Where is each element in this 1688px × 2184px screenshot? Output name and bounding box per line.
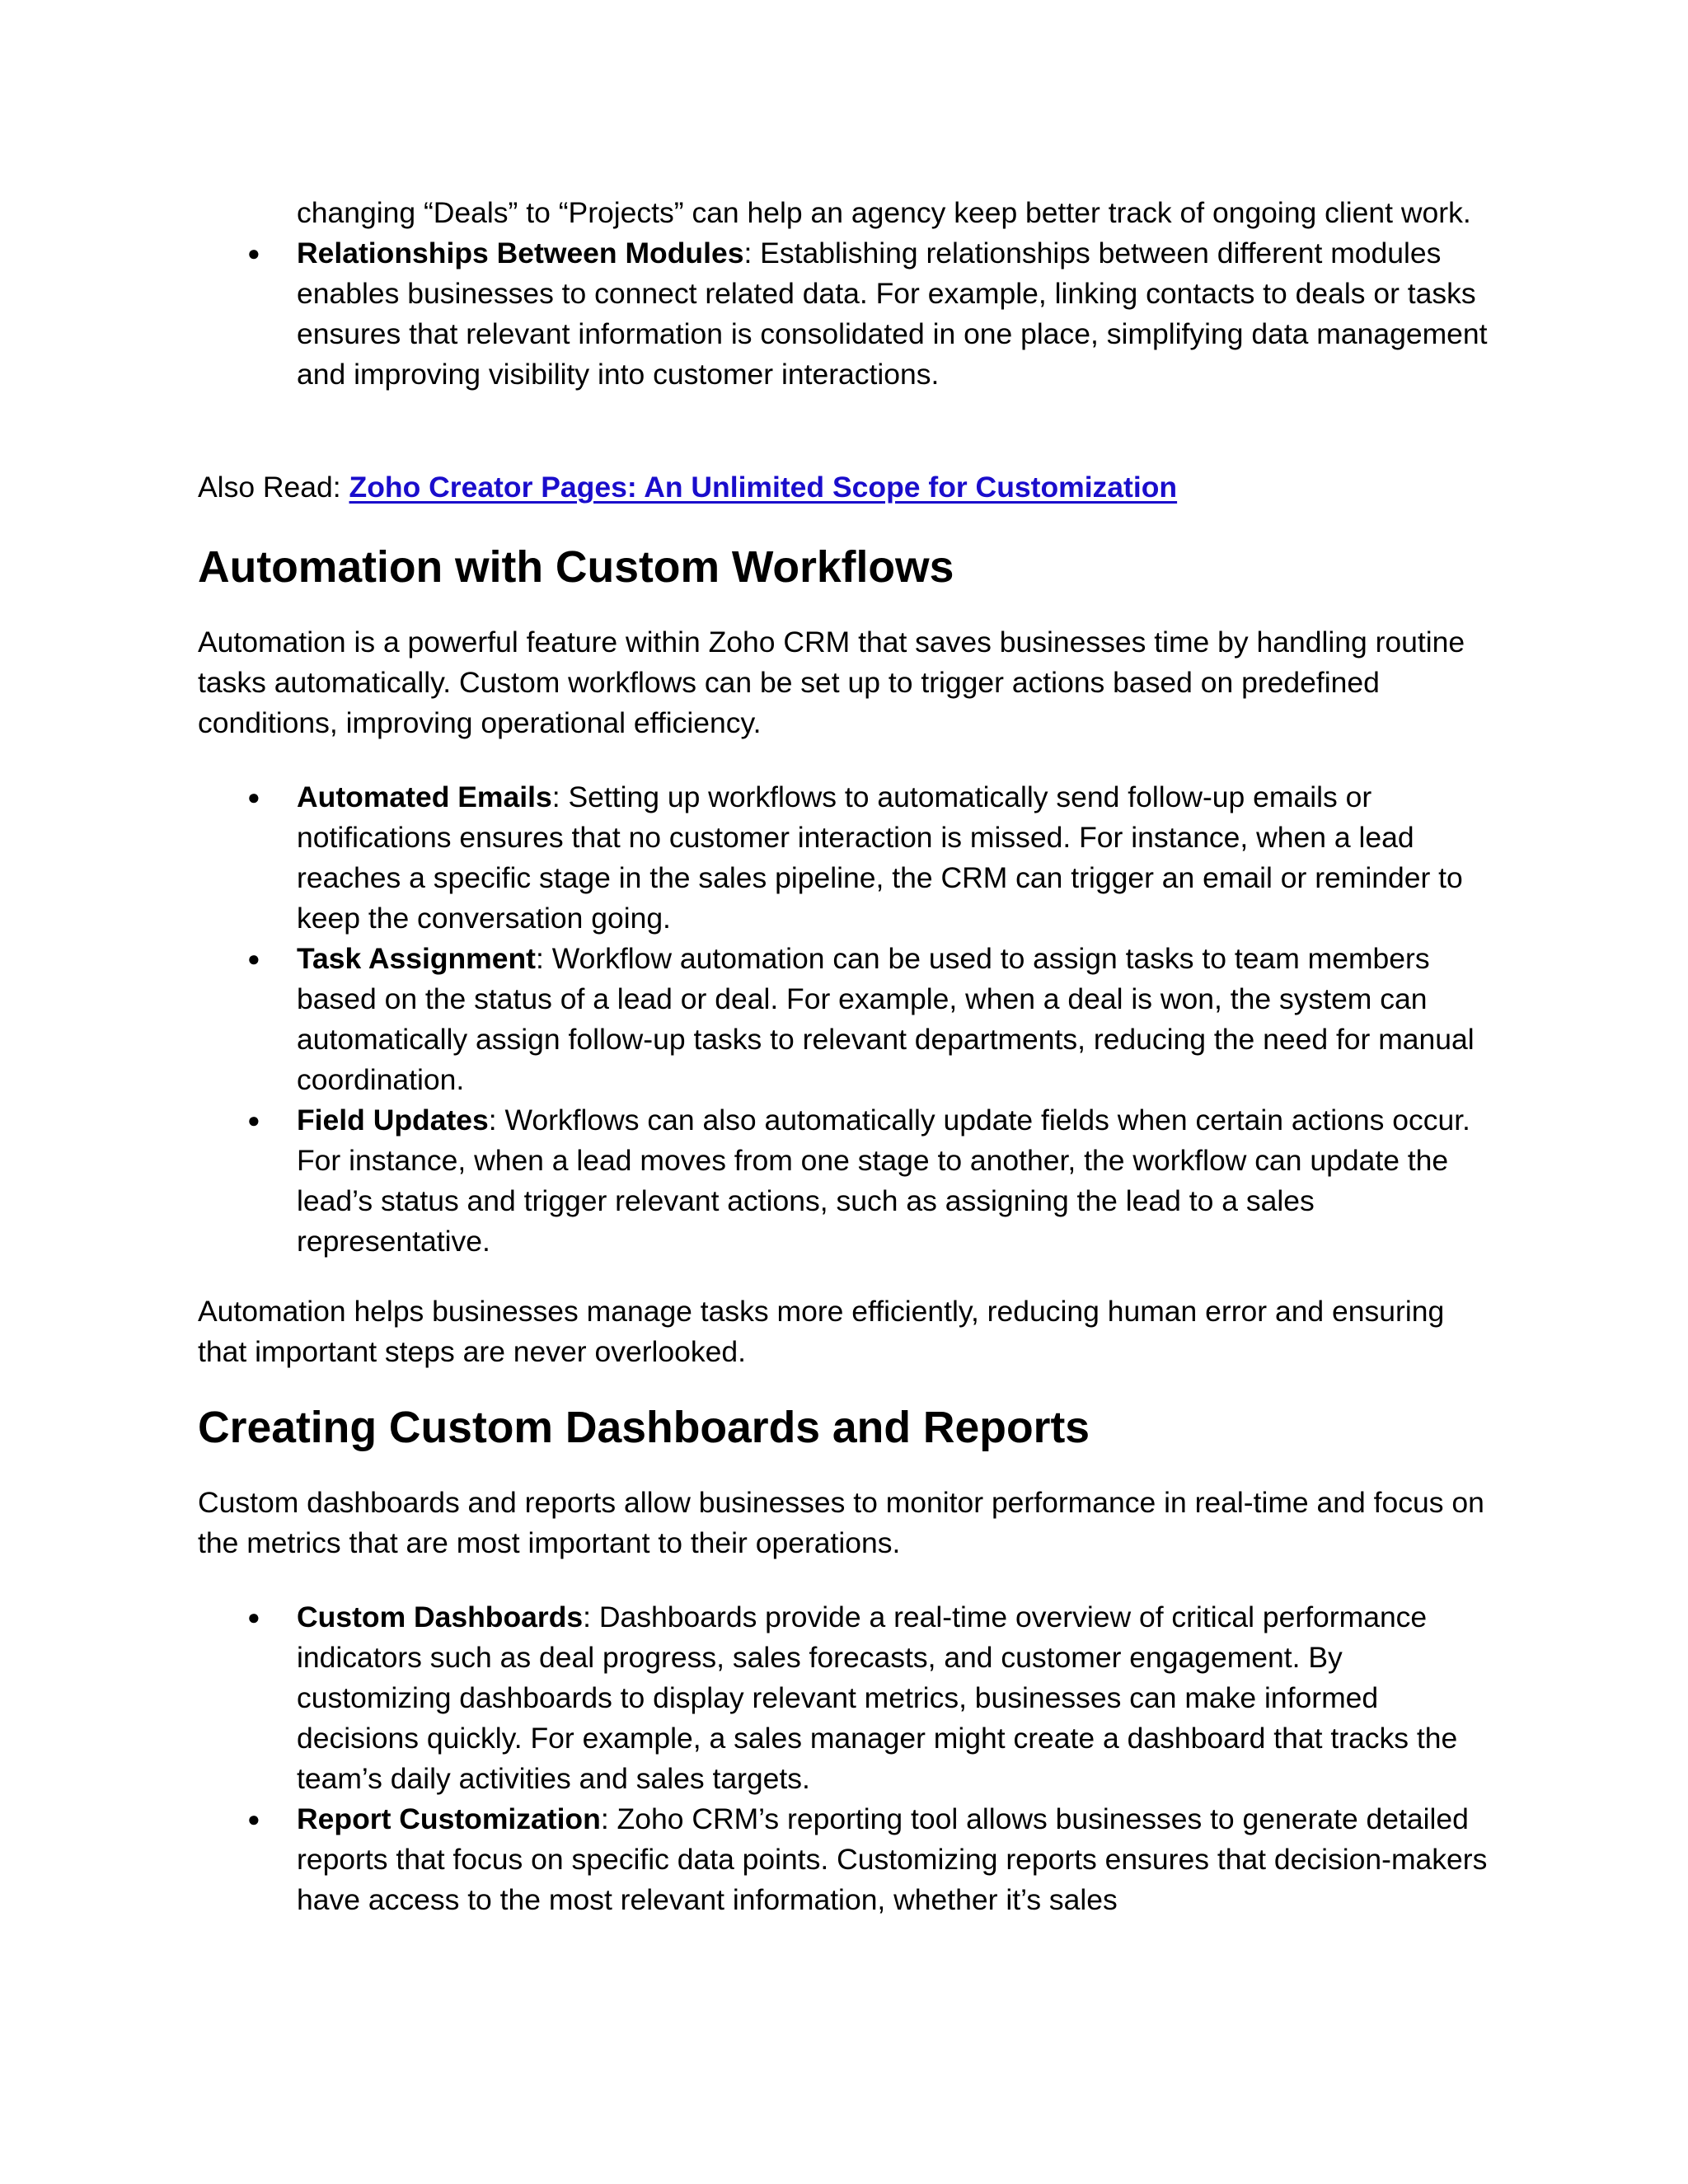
also-read [198,467,1500,508]
section-dashboards-list [198,1597,1500,1920]
section-automation-outro [198,1291,1500,1372]
list-item-text: : Setting up workflows to automatically send follow-up emails or notifications ensures that no customer interaction is missed. For instance, when a lead reaches a specific stage in the sales pipeline, the CRM can trigger an email or reminder to keep the conversation going. [297,780,1463,935]
list-item-term: Task Assignment [297,942,536,975]
paragraph: Custom dashboards and reports allow businesses to monitor performance in real-time and focus on the metrics that are most important to their operations. [198,1486,1484,1559]
paragraph: Automation is a powerful feature within Zoho CRM that saves businesses time by handling routine tasks automatically. Custom workflows can be set up to trigger actions based on predefined conditions, improving operational efficiency. [198,626,1465,739]
bullet-icon: ● [247,1807,260,1831]
bullet-icon: ● [247,1605,260,1629]
list-item [198,939,1500,1100]
section-heading: Automation with Custom Workflows [198,543,954,592]
bullet-list [198,1597,1500,1920]
bullet-icon: ● [247,241,260,265]
list-item-term: Relationships Between Modules [297,237,744,269]
list-item [198,1799,1500,1920]
also-read-label: Also Read: [198,471,349,504]
section-dashboards [198,1401,1500,1455]
bullet-icon: ● [247,1108,260,1132]
list-item-term: Custom Dashboards [297,1601,584,1633]
list-item-text: : Zoho CRM’s reporting tool allows businesses to generate detailed reports that focus on specific data points. Customizing reports ensures that decision-makers have access to the most relevant information, whether it’s sales [297,1802,1488,1916]
section-automation [198,541,1500,595]
also-read-line [198,467,1500,508]
continued-list [198,193,1500,395]
list-item-text: : Dashboards provide a real-time overview of critical performance indicators such as deal progress, sales forecasts, and customer engagement. By customizing dashboards to display relevant metrics, businesses can make informed decisions quickly. For example, a sales manager might create a dashboard that tracks the team’s daily activities and sales targets. [297,1601,1458,1795]
list-item [198,1597,1500,1799]
list-item-text: : Establishing relationships between different modules enables businesses to connect related data. For example, linking contacts to deals or tasks ensures that relevant information is consolidated in one place, simplifying data management and improving visibility into customer interactions. [297,237,1488,391]
list-item [198,233,1500,395]
bullet-list [198,233,1500,395]
continued-text: changing “Deals” to “Projects” can help an agency keep better track of ongoing client work. [297,196,1471,229]
list-item-term: Automated Emails [297,780,552,813]
section-automation-intro [198,622,1500,743]
bullet-list [198,777,1500,1262]
list-item [198,777,1500,939]
bullet-icon: ● [247,946,260,971]
list-item-text: : Workflows can also automatically update fields when certain actions occur. For instance, when a lead moves from one stage to another, the workflow can update the lead’s status and trigger relevant actions, such as assigning the lead to a sales representative. [297,1104,1470,1258]
bullet-icon: ● [247,785,260,809]
list-item [198,1100,1500,1262]
paragraph: Automation helps businesses manage tasks more efficiently, reducing human error and ensuring that important steps are never overlooked. [198,1295,1445,1368]
list-item-term: Field Updates [297,1104,489,1137]
also-read-link[interactable]: Zoho Creator Pages: An Unlimited Scope for Customization [349,471,1178,504]
list-item-text: : Workflow automation can be used to assign tasks to team members based on the status of a lead or deal. For example, when a deal is won, the system can automatically assign follow-up tasks to relevant departments, reducing the need for manual coordination. [297,942,1475,1096]
section-heading: Creating Custom Dashboards and Reports [198,1404,1090,1452]
section-automation-list [198,777,1500,1262]
section-dashboards-intro [198,1483,1500,1563]
list-item-term: Report Customization [297,1802,601,1835]
